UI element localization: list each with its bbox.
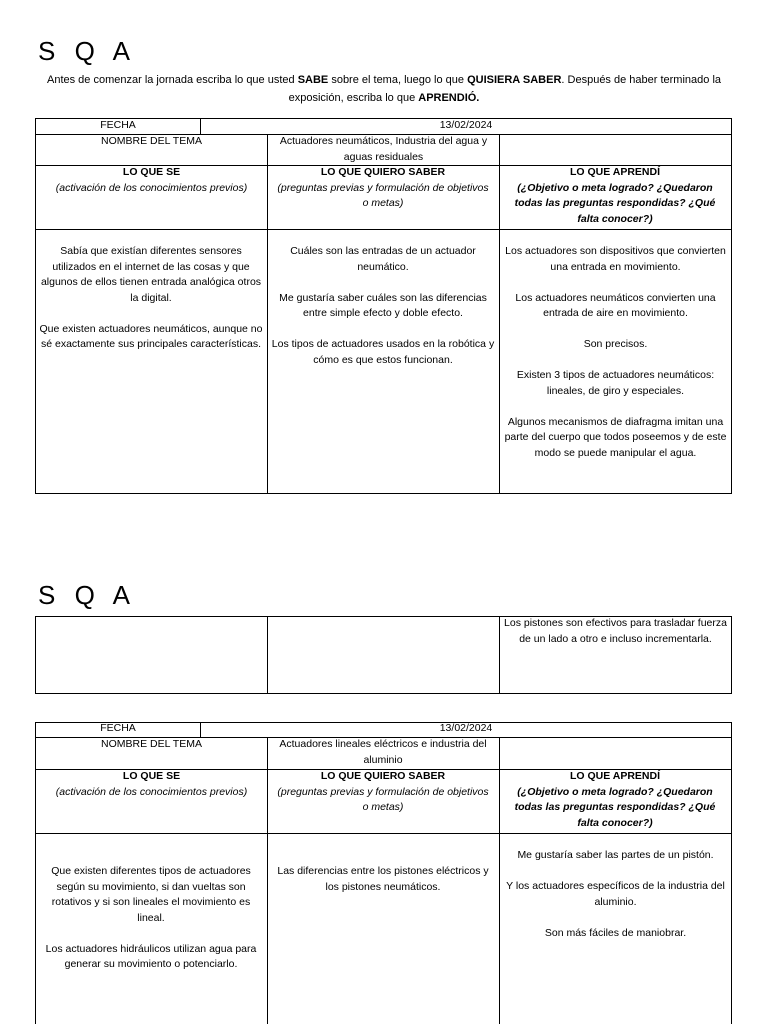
intro-instructions: Antes de comenzar la jornada escriba lo que usted SABE sobre el tema, luego lo que QUISIERA SABER. Después de haber terminado la exposición, escriba lo que APRENDIÓ. (46, 74, 722, 104)
continuation-col3: Los pistones son efectivos para trasladar fuerza de un lado a otro e incluso incrementarla. (504, 617, 727, 645)
col2-paragraph: Las diferencias entre los pistones eléctricos y los pistones neumáticos. (277, 865, 489, 893)
col2-header-2: LO QUE QUIERO SABER (preguntas previas y formulación de objetivos o metas) (277, 770, 489, 813)
col3-paragraph: Existen 3 tipos de actuadores neumáticos: lineales, de giro y especiales. (516, 369, 715, 397)
col2-paragraph: Los tipos de actuadores usados en la robótica y cómo es que estos funcionan. (271, 338, 495, 366)
col1-paragraph: Que existen actuadores neumáticos, aunque no sé exactamente sus principales características. (39, 322, 263, 350)
col2-paragraph: Me gustaría saber cuáles son las diferencias entre simple efecto y doble efecto. (279, 291, 487, 319)
col3-body-2 (501, 848, 730, 941)
col1-header-2: LO QUE SE (activación de los conocimientos previos) (55, 770, 248, 798)
col3-paragraph: Los actuadores neumáticos convierten una entrada de aire en movimiento. (515, 291, 716, 319)
col2-header: LO QUE QUIERO SABER (preguntas previas y formulación de objetivos o metas) (277, 166, 489, 209)
col3-paragraph: Y los actuadores específicos de la industria del aluminio. (506, 880, 725, 908)
topic-value-2: Actuadores lineales eléctricos e industria del aluminio (279, 738, 487, 766)
col3-paragraph: Son más fáciles de maniobrar. (544, 926, 687, 939)
page-title: S Q A (38, 36, 136, 66)
col2-body-2 (276, 864, 490, 895)
col1-paragraph: Los actuadores hidráulicos utilizan agua para generar su movimiento o potenciarlo. (45, 942, 257, 970)
topic-label: NOMBRE DEL TEMA (101, 135, 202, 147)
fecha-value-2: 13/02/2024 (439, 722, 493, 734)
page-title-2: S Q A (38, 580, 136, 610)
col1-paragraph: Que existen diferentes tipos de actuadores según su movimiento, si dan vueltas son rotativos y si son lineales el movimiento es lineal. (51, 865, 251, 924)
fecha-label: FECHA (100, 119, 136, 131)
topic-label-2: NOMBRE DEL TEMA (101, 738, 202, 750)
col3-body (501, 244, 730, 461)
col3-paragraph: Son precisos. (583, 338, 648, 350)
col2-body (270, 244, 496, 368)
col1-body-2 (38, 864, 264, 973)
fecha-label-2: FECHA (100, 722, 136, 734)
col3-header: LO QUE APRENDÍ (¿Objetivo o meta logrado? ¿Quedaron todas las preguntas respondidas? ¿Qué falta conocer?) (514, 166, 716, 225)
col1-paragraph: Sabía que existían diferentes sensores utilizados en el internet de las cosas y que algunos de ellos tienen entrada analógica otros la digital. (40, 245, 262, 304)
topic-value: Actuadores neumáticos, Industria del agua y aguas residuales (279, 135, 488, 163)
col2-paragraph: Cuáles son las entradas de un actuador neumático. (290, 245, 476, 273)
col3-header-2: LO QUE APRENDÍ (¿Objetivo o meta logrado? ¿Quedaron todas las preguntas respondidas? ¿Qué falta conocer?) (514, 770, 716, 829)
col1-body (38, 244, 264, 353)
fecha-value: 13/02/2024 (439, 119, 493, 131)
col3-paragraph: Me gustaría saber las partes de un pistón. (517, 849, 714, 861)
col1-header: LO QUE SE (activación de los conocimientos previos) (55, 166, 248, 194)
col3-paragraph: Algunos mecanismos de diafragma imitan una parte del cuerpo que todos poseemos y de este modo se puede manipular el agua. (504, 415, 727, 459)
col3-paragraph: Los actuadores son dispositivos que convierten una entrada en movimiento. (505, 245, 726, 273)
